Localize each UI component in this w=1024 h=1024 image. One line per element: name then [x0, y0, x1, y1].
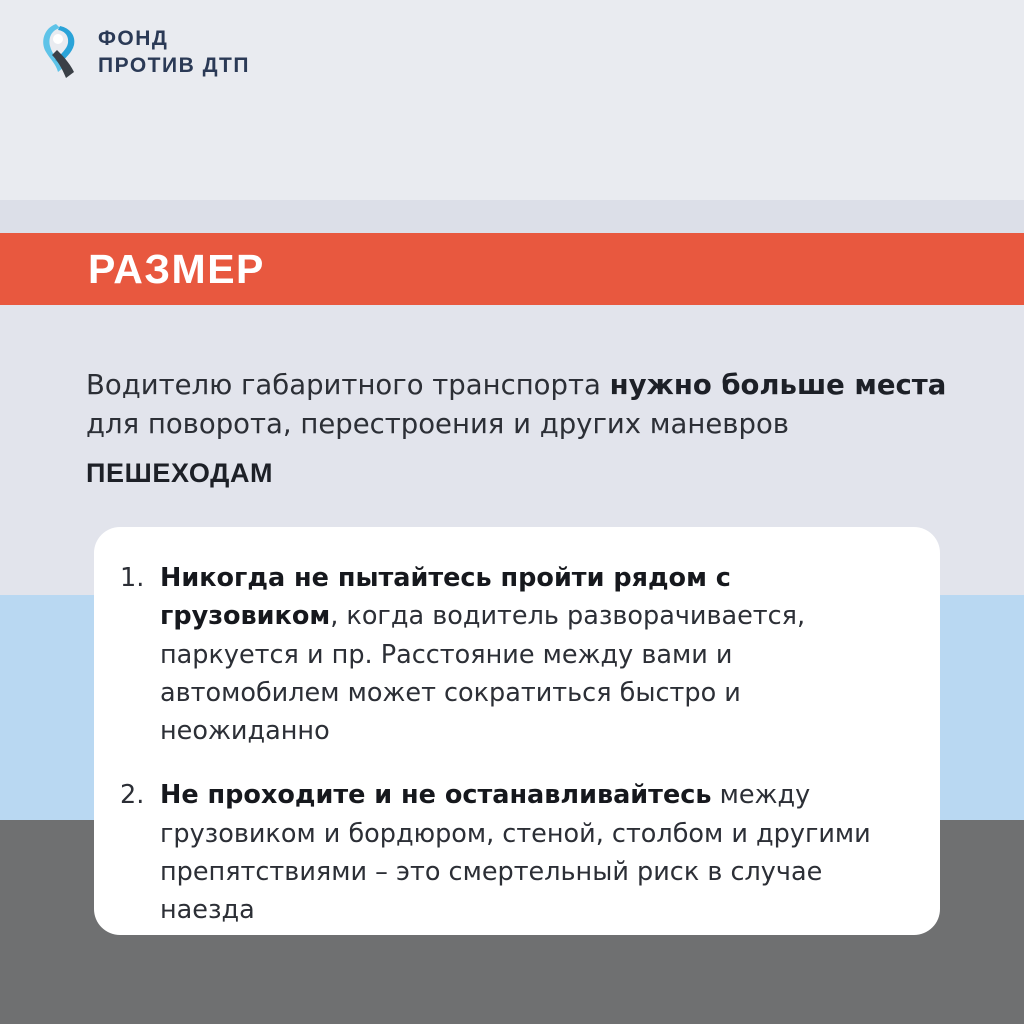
- page-title: РАЗМЕР: [88, 245, 265, 292]
- list-item-2-bold: Не проходите и не останавливайтесь: [160, 780, 712, 811]
- list-item: [160, 776, 900, 929]
- intro-bold1: нужно больше места: [609, 368, 947, 401]
- subheading-pedestrians: ПЕШЕХОДАМ: [86, 458, 274, 488]
- list-item-1-rest: , когда водитель разворачивается, паркуется и пр. Расстояние между вами и автомобилем может сократиться быстро и неожиданно: [160, 601, 806, 746]
- section-title-bar: [0, 233, 1024, 305]
- advice-card: [94, 527, 940, 935]
- advice-list: [116, 559, 900, 929]
- background-band-upper-middle: [0, 200, 1024, 235]
- list-item-1-bold: Никогда не пытайтесь пройти рядом с грузовиком: [160, 563, 731, 632]
- brand-logo: [36, 22, 250, 84]
- brand-logo-line2: ПРОТИВ ДТП: [98, 54, 250, 77]
- brand-logo-line1: ФОНД: [98, 27, 169, 51]
- intro-paragraph: [86, 366, 966, 444]
- list-item: [160, 559, 900, 750]
- list-item-2-rest: между грузовиком и бордюром, стеной, столбом и другими препятствиями – это смертельный риск в случае наезда: [160, 780, 871, 925]
- intro-part1: Водителю габаритного транспорта: [86, 368, 610, 401]
- brand-logo-text: [98, 26, 250, 80]
- intro-part2: для поворота, перестроения и других маневров: [86, 407, 789, 440]
- ribbon-logo-icon: [36, 22, 84, 84]
